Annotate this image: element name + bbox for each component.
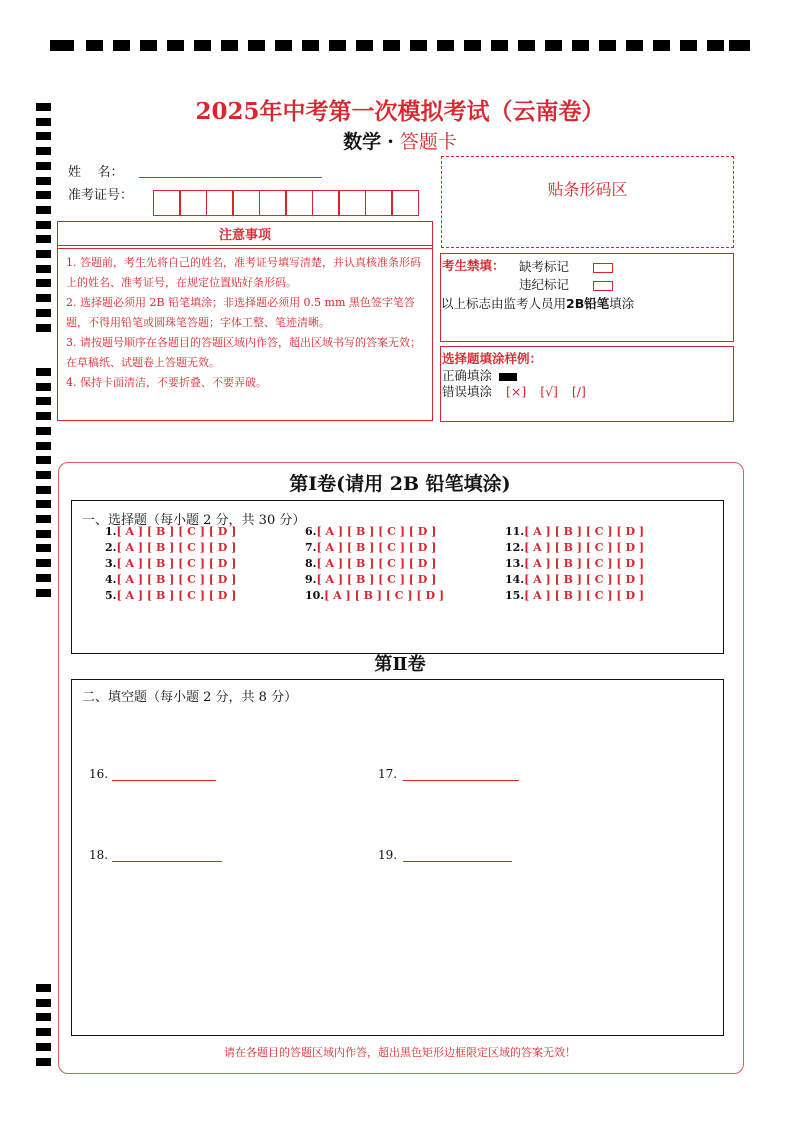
absent-label: 缺考标记 — [519, 259, 570, 274]
answer-options[interactable]: [ A ] [ B ] [ C ] [ D ] — [316, 573, 437, 586]
question-number: 14. — [505, 573, 525, 586]
question-number: 13. — [505, 557, 525, 570]
timing-mark — [36, 984, 51, 992]
id-digit-box[interactable] — [312, 190, 339, 216]
timing-mark — [36, 279, 51, 287]
id-digit-box[interactable] — [206, 190, 233, 216]
id-digit-box[interactable] — [153, 190, 180, 216]
question-number: 9. — [305, 573, 317, 586]
id-digit-box[interactable] — [180, 190, 207, 216]
choice-question[interactable] — [505, 525, 644, 538]
page-subtitle — [0, 127, 800, 154]
choice-question[interactable] — [305, 573, 436, 586]
subtitle-dot: · — [387, 131, 394, 153]
timing-mark — [36, 999, 51, 1007]
answer-blank-18[interactable] — [112, 861, 222, 862]
choice-question[interactable] — [305, 557, 436, 570]
notice-box — [57, 221, 433, 421]
timing-mark — [36, 574, 51, 582]
question-number: 11. — [505, 525, 525, 538]
timing-mark — [36, 324, 51, 332]
correct-label: 正确填涂 — [442, 368, 493, 383]
timing-mark — [36, 530, 51, 538]
id-digit-box[interactable] — [365, 190, 392, 216]
timing-mark — [36, 427, 51, 435]
answer-options[interactable]: [ A ] [ B ] [ C ] [ D ] — [524, 573, 645, 586]
timing-mark — [36, 1013, 51, 1021]
note-suffix: 填涂 — [609, 296, 635, 311]
answer-options[interactable]: [ A ] [ B ] [ C ] [ D ] — [524, 541, 645, 554]
notice-heading: 注意事项 — [58, 222, 432, 246]
choice-question[interactable] — [105, 525, 236, 538]
timing-mark — [36, 456, 51, 464]
id-digit-box[interactable] — [339, 190, 366, 216]
blank-number: 16. — [89, 767, 109, 781]
timing-mark — [36, 442, 51, 450]
name-field[interactable] — [139, 177, 322, 178]
timing-mark — [36, 221, 51, 229]
timing-mark — [36, 294, 51, 302]
answer-options[interactable]: [ A ] [ B ] [ C ] [ D ] — [316, 525, 437, 538]
choice-question[interactable] — [105, 573, 236, 586]
timing-mark — [36, 265, 51, 273]
choice-question[interactable] — [305, 541, 436, 554]
question-number: 1. — [105, 525, 117, 538]
sample-box — [440, 346, 734, 422]
id-digit-box[interactable] — [286, 190, 313, 216]
timing-mark — [36, 412, 51, 420]
choice-question[interactable] — [505, 541, 644, 554]
choice-question[interactable] — [105, 557, 236, 570]
question-number: 8. — [305, 557, 317, 570]
answer-blank-16[interactable] — [112, 780, 216, 781]
answer-options[interactable]: [ A ] [ B ] [ C ] [ D ] — [116, 589, 237, 602]
id-digit-box[interactable] — [233, 190, 260, 216]
choice-question[interactable] — [105, 541, 236, 554]
sample-heading: 选择题填涂样例： — [442, 351, 543, 366]
answer-blank-17[interactable] — [403, 780, 519, 781]
forbidden-note — [441, 294, 634, 312]
barcode-area — [441, 156, 734, 248]
violation-label: 违纪标记 — [519, 277, 570, 292]
timing-mark — [36, 235, 51, 243]
wrong-label: 错误填涂 — [442, 384, 493, 399]
note-bold: 2B铅笔 — [566, 296, 610, 311]
timing-mark — [36, 191, 51, 199]
id-digit-box[interactable] — [259, 190, 286, 216]
question-number: 15. — [505, 589, 525, 602]
timing-mark — [36, 250, 51, 258]
fill-section-title: 二、填空题（每小题 2 分，共 8 分） — [82, 690, 298, 705]
question-number: 12. — [505, 541, 525, 554]
timing-mark — [36, 589, 51, 597]
wrong-mark-slash: [/] — [571, 384, 586, 399]
page-title: 2025年中考第一次模拟考试（云南卷） — [195, 98, 605, 125]
choice-question[interactable] — [505, 589, 644, 602]
notice-item: 1. 答题前，考生先将自己的姓名，准考证号填写清楚，并认真核准条形码上的姓名、准考证号，在规定位置贴好条形码。 — [66, 256, 421, 289]
notice-item: 4. 保持卡面清洁，不要折叠、不要弄破。 — [66, 376, 267, 389]
answer-options[interactable]: [ A ] [ B ] [ C ] [ D ] — [524, 525, 645, 538]
subject-label: 数学 — [343, 131, 382, 153]
blank-number: 19. — [378, 848, 398, 862]
timing-mark — [36, 383, 51, 391]
answer-options[interactable]: [ A ] [ B ] [ C ] [ D ] — [116, 573, 237, 586]
question-number: 6. — [305, 525, 317, 538]
part1-title: 第Ⅰ卷(请用 2B 铅笔填涂) — [289, 473, 511, 495]
choice-question[interactable] — [105, 589, 236, 602]
forbidden-label: 考生禁填： — [442, 258, 505, 273]
question-number: 7. — [305, 541, 317, 554]
choice-section — [71, 500, 724, 654]
answer-options[interactable]: [ A ] [ B ] [ C ] [ D ] — [316, 557, 437, 570]
part2-title: 第Ⅱ卷 — [374, 654, 426, 675]
answer-options[interactable]: [ A ] [ B ] [ C ] [ D ] — [116, 541, 237, 554]
answer-options[interactable]: [ A ] [ B ] [ C ] [ D ] — [116, 525, 237, 538]
choice-question[interactable] — [505, 557, 644, 570]
timing-mark — [36, 162, 51, 170]
timing-mark — [36, 515, 51, 523]
question-number: 2. — [105, 541, 117, 554]
question-number: 10. — [305, 589, 325, 602]
forbidden-box — [440, 253, 734, 342]
timing-mark — [36, 368, 51, 376]
absent-mark-box[interactable] — [593, 263, 613, 273]
choice-question[interactable] — [305, 589, 444, 602]
note-prefix: 以上标志由监考人员用 — [441, 296, 567, 311]
id-digit-box[interactable] — [392, 190, 419, 216]
answer-options[interactable]: [ A ] [ B ] [ C ] [ D ] — [524, 557, 645, 570]
blank-number: 18. — [89, 848, 109, 862]
answer-options[interactable]: [ A ] [ B ] [ C ] [ D ] — [316, 541, 437, 554]
barcode-label: 贴条形码区 — [547, 180, 628, 199]
answer-options[interactable]: [ A ] [ B ] [ C ] [ D ] — [116, 557, 237, 570]
notice-item: 3. 请按题号顺序在各题目的答题区域内作答，超出区域书写的答案无效；在草稿纸、试题卷上答题无效。 — [66, 336, 421, 369]
wrong-mark-check: [√] — [540, 384, 558, 399]
correct-sample-mark — [499, 373, 517, 381]
name-label: 姓 名： — [68, 165, 124, 180]
question-number: 4. — [105, 573, 117, 586]
timing-mark — [36, 559, 51, 567]
question-number: 3. — [105, 557, 117, 570]
timing-mark — [36, 397, 51, 405]
answer-options[interactable]: [ A ] [ B ] [ C ] [ D ] — [524, 589, 645, 602]
timing-mark — [36, 206, 51, 214]
timing-mark — [36, 500, 51, 508]
notice-item: 2. 选择题必须用 2B 铅笔填涂；非选择题必须用 0.5 mm 黑色签字笔答题，不得用铅笔或圆珠笔答题；字体工整、笔迹清晰。 — [66, 296, 415, 329]
id-label: 准考证号： — [68, 188, 134, 203]
blank-number: 17. — [378, 767, 398, 781]
fill-section — [71, 679, 724, 1036]
wrong-mark-cross: [×] — [506, 384, 527, 399]
choice-question[interactable] — [505, 573, 644, 586]
timing-mark — [36, 177, 51, 185]
violation-mark-box[interactable] — [593, 281, 613, 291]
timing-mark — [36, 544, 51, 552]
timing-mark — [36, 1028, 51, 1036]
footer-warning: 请在各题目的答题区域内作答，超出黑色矩形边框限定区域的答案无效！ — [224, 1046, 576, 1059]
choice-question[interactable] — [305, 525, 436, 538]
answer-options[interactable]: [ A ] [ B ] [ C ] [ D ] — [324, 589, 445, 602]
answer-blank-19[interactable] — [403, 861, 512, 862]
timing-mark — [36, 309, 51, 317]
card-label: 答题卡 — [399, 131, 457, 153]
question-number: 5. — [105, 589, 117, 602]
choice-section-title: 一、选择题（每小题 2 分，共 30 分） — [82, 513, 306, 528]
